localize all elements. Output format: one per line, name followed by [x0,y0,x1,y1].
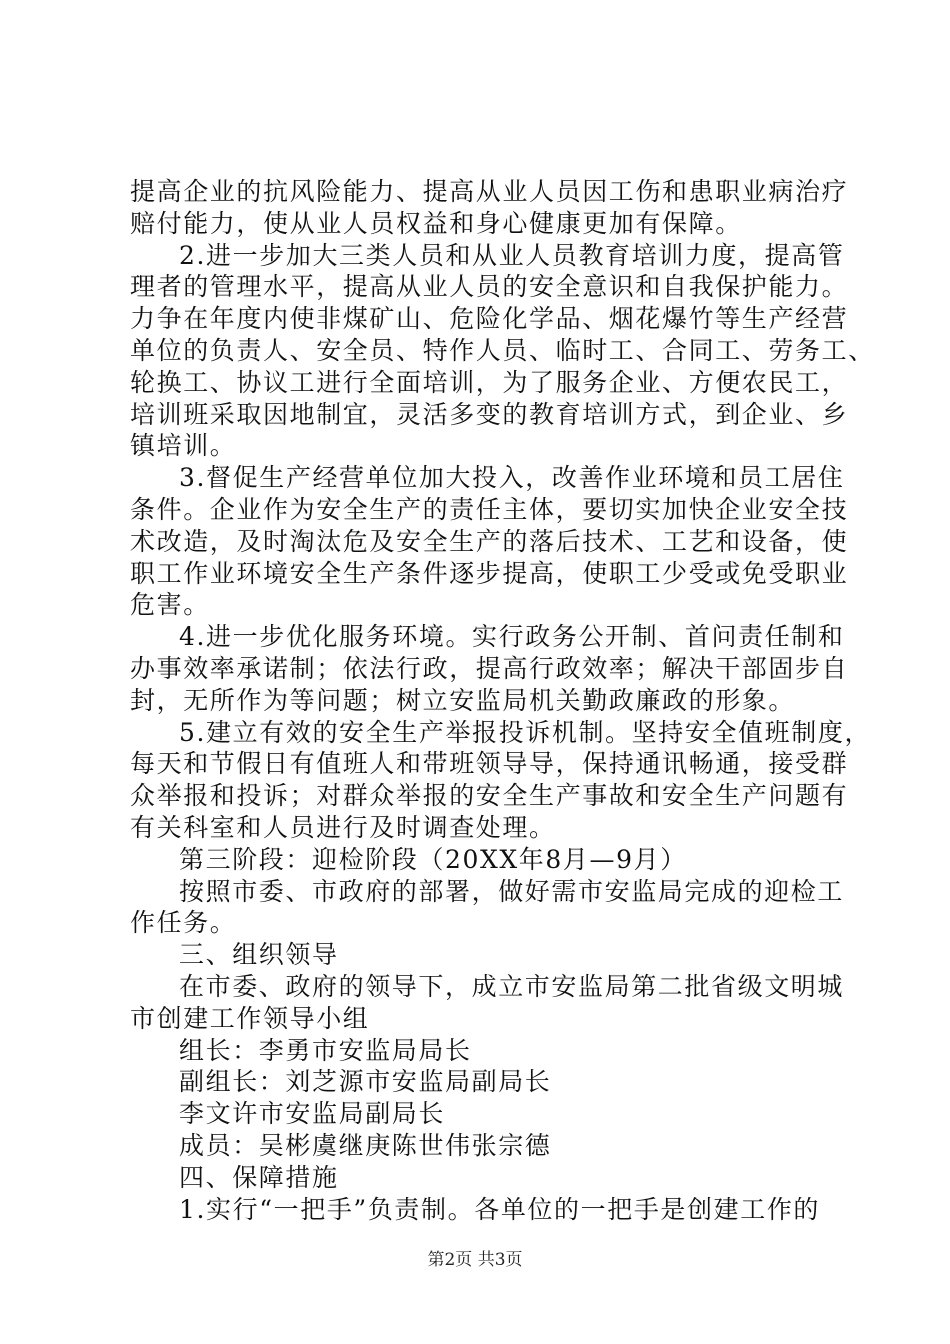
document-body [130,176,875,1225]
text-line: 成员：吴彬虞继庚陈世伟张宗德 [179,1130,552,1160]
text-line: 1.实行“一把手”负责制。各单位的一把手是创建工作的 [179,1194,821,1224]
section-heading: 第三阶段：迎检阶段（20XX年8月—9月） [179,844,687,874]
section-heading: 四、保障措施 [179,1162,339,1192]
text-line: 副组长：刘芝源市安监局副局长 [179,1067,552,1097]
text-line: 轮换工、协议工进行全面培训，为了服务企业、方便农民工， [130,367,849,397]
text-line: 危害。 [130,590,210,620]
text-line: 按照市委、市政府的部署，做好需市安监局完成的迎检工 [179,876,845,906]
text-line: 封，无所作为等问题；树立安监局机关勤政廉政的形象。 [130,685,796,715]
text-line: 单位的负责人、安全员、特作人员、临时工、合同工、劳务工、 [130,335,875,365]
text-line: 李文许市安监局副局长 [179,1099,446,1129]
text-line: 办事效率承诺制；依法行政，提高行政效率；解决干部固步自 [130,653,849,683]
text-line: 众举报和投诉；对群众举报的安全生产事故和安全生产问题有 [130,781,849,811]
text-line: 理者的管理水平，提高从业人员的安全意识和自我保护能力。 [130,272,849,302]
text-line: 力争在年度内使非煤矿山、危险化学品、烟花爆竹等生产经营 [130,304,849,334]
text-line: 有关科室和人员进行及时调查处理。 [130,812,556,842]
text-line: 作任务。 [130,908,237,938]
text-line: 2.进一步加大三类人员和从业人员教育培训力度，提高管 [179,240,845,270]
text-line: 培训班采取因地制宜，灵活多变的教育培训方式，到企业、乡 [130,399,849,429]
text-line: 3.督促生产经营单位加大投入，改善作业环境和员工居住 [179,463,845,493]
section-heading: 三、组织领导 [179,940,339,970]
page-footer: 第2页 共3页 [427,1250,523,1270]
text-line: 4.进一步优化服务环境。实行政务公开制、首问责任制和 [179,622,845,652]
text-line: 职工作业环境安全生产条件逐步提高，使职工少受或免受职业 [130,558,849,588]
text-line: 5.建立有效的安全生产举报投诉机制。坚持安全值班制度， [179,717,872,747]
text-line: 在市委、政府的领导下，成立市安监局第二批省级文明城 [179,971,845,1001]
text-line: 条件。企业作为安全生产的责任主体，要切实加快企业安全技 [130,494,849,524]
text-line: 术改造，及时淘汰危及安全生产的落后技术、工艺和设备，使 [130,526,849,556]
text-line: 镇培训。 [130,431,237,461]
text-line: 市创建工作领导小组 [130,1003,370,1033]
text-line: 赔付能力，使从业人员权益和身心健康更加有保障。 [130,208,742,238]
text-line: 组长：李勇市安监局局长 [179,1035,472,1065]
text-line: 每天和节假日有值班人和带班领导导，保持通讯畅通，接受群 [130,749,849,779]
text-line: 提高企业的抗风险能力、提高从业人员因工伤和患职业病治疗 [130,177,849,206]
